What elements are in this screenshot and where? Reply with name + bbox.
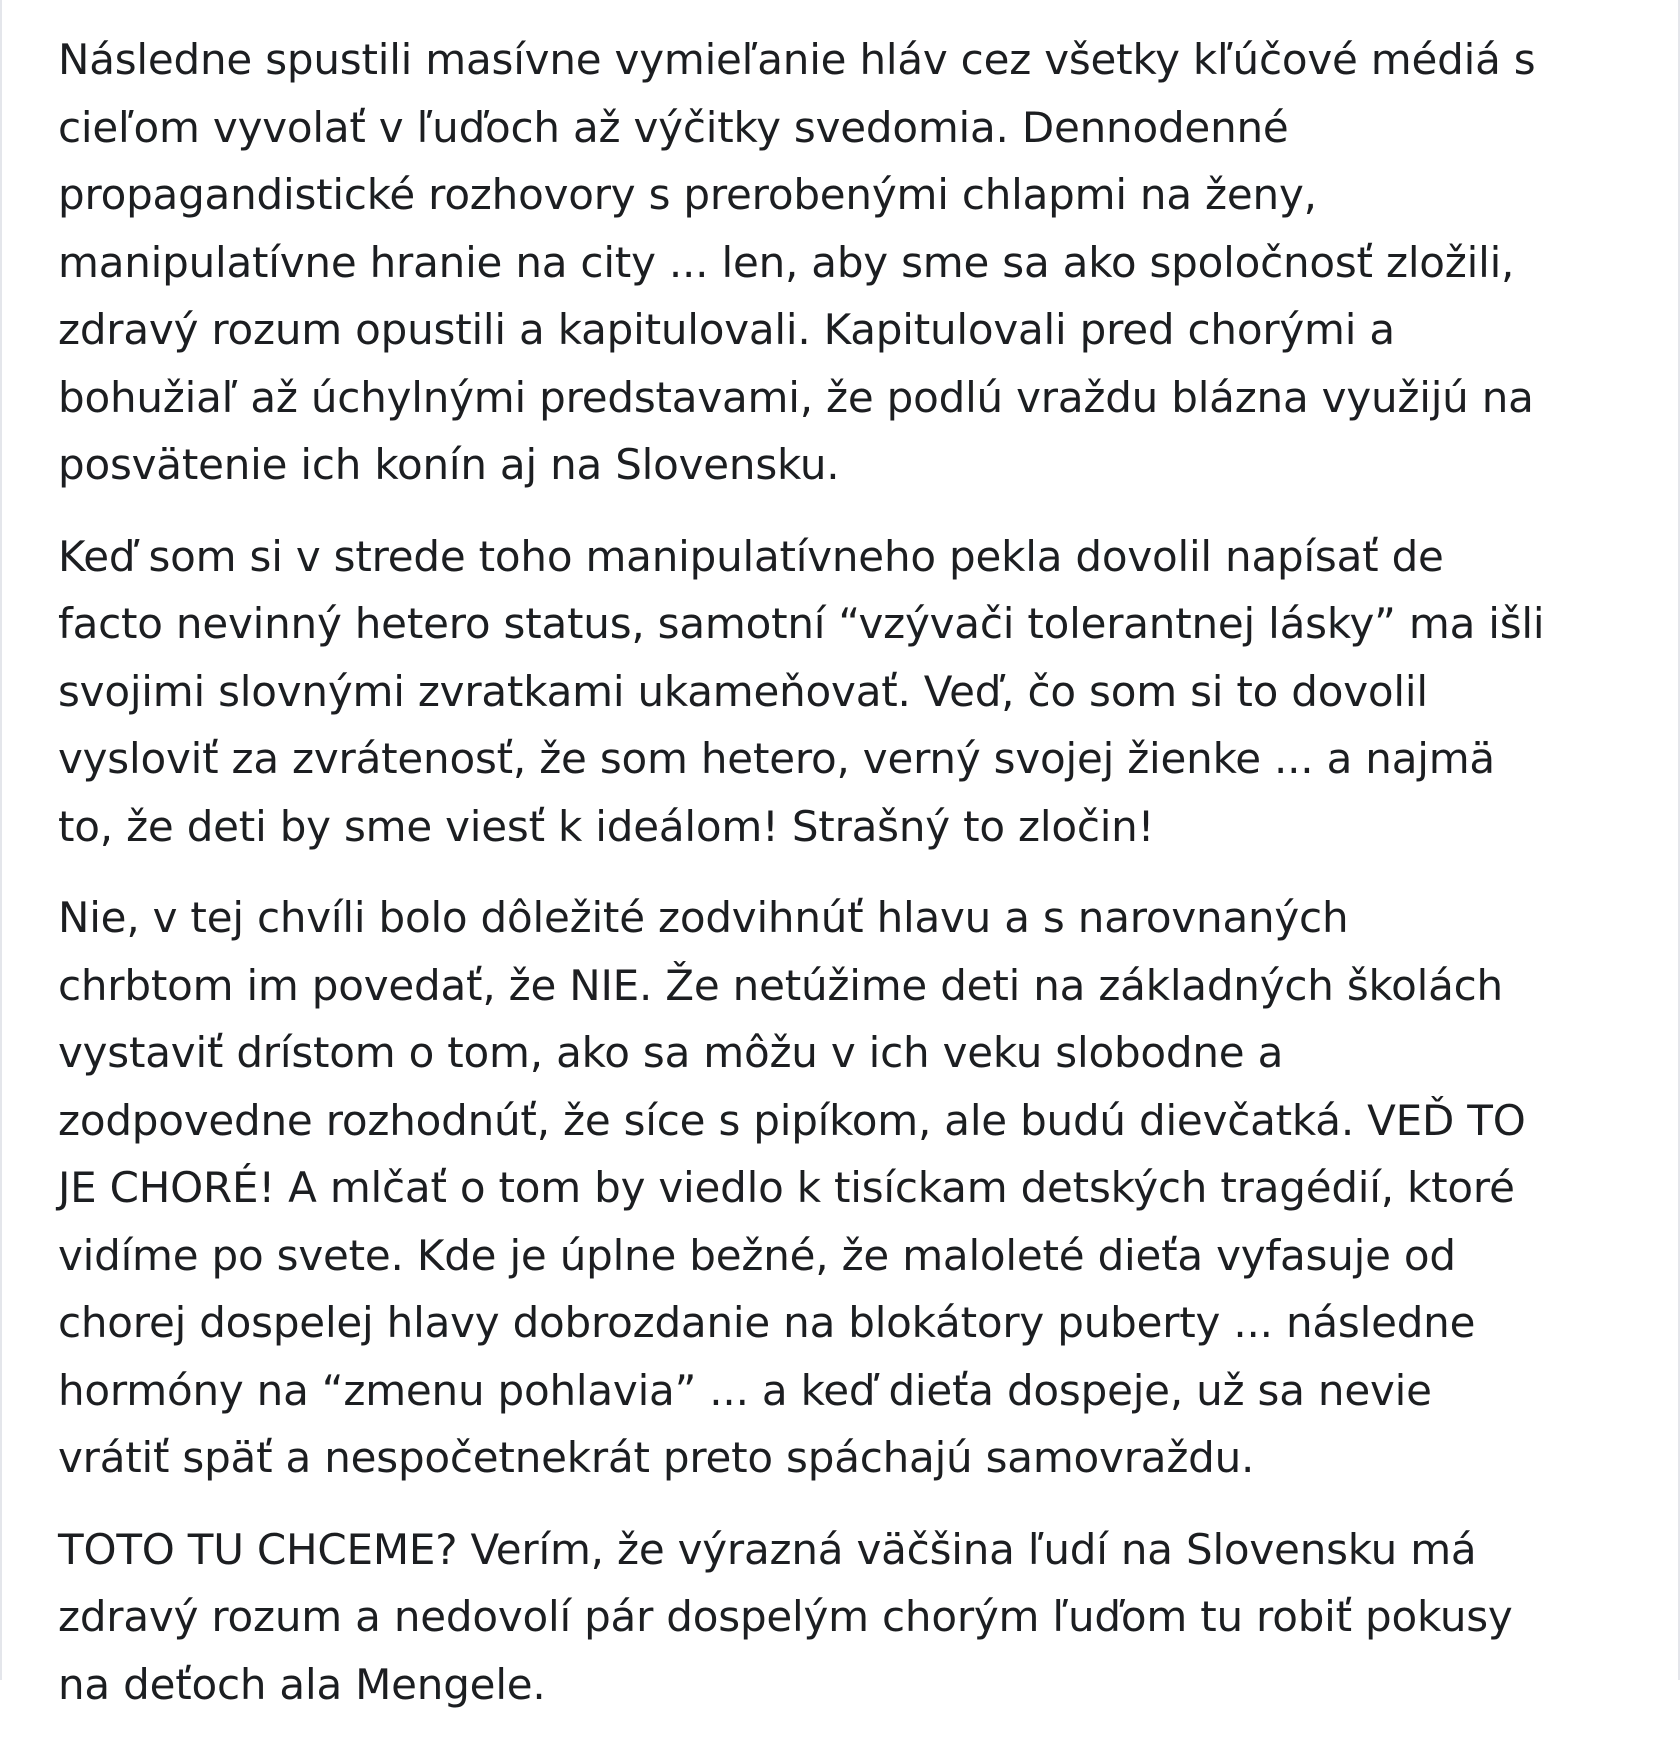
text-line: svojimi slovnými zvratkami ukameňovať. Veď, čo som si to dovolil — [58, 666, 1428, 716]
post-paragraph-3 — [58, 884, 1638, 1492]
text-line: vystaviť drístom o tom, ako sa môžu v ich veku slobodne a — [58, 1028, 1284, 1077]
text-line: chorej dospelej hlavy dobrozdanie na blokátory puberty ... následne — [58, 1298, 1476, 1347]
post-paragraph-4 — [58, 1516, 1638, 1719]
post-paragraph-2 — [58, 523, 1638, 861]
text-line: manipulatívne hranie na city ... len, aby sme sa ako spoločnosť zložili, — [58, 237, 1515, 287]
text-line: propagandistické rozhovory s prerobenými chlapmi na ženy, — [58, 170, 1317, 219]
text-line: vidíme po svete. Kde je úplne bežné, že maloleté dieťa vyfasuje od — [58, 1230, 1456, 1280]
text-line: Keď som si v strede toho manipulatívneho pekla dovolil napísať de — [58, 531, 1444, 581]
text-line: na deťoch ala Mengele. — [58, 1659, 546, 1709]
text-line: to, že deti by sme viesť k ideálom! Strašný to zločin! — [58, 801, 1155, 851]
text-line: facto nevinný hetero status, samotní “vzývači tolerantnej lásky” ma išli — [58, 599, 1545, 648]
post-paragraph-1 — [58, 26, 1638, 499]
text-line: TOTO TU CHCEME? Verím, že výrazná väčšina ľudí na Slovensku má — [58, 1524, 1477, 1574]
text-line: zodpovedne rozhodnúť, že síce s pipíkom, ale budú dievčatká. VEĎ TO — [58, 1095, 1526, 1145]
text-line: JE CHORÉ! A mlčať o tom by viedlo k tisíckam detských tragédií, ktoré — [58, 1163, 1515, 1212]
text-line: posvätenie ich konín aj na Slovensku. — [58, 440, 840, 489]
post-text-body — [58, 26, 1638, 1742]
text-line: bohužiaľ až úchylnými predstavami, že podlú vraždu blázna využijú na — [58, 372, 1534, 422]
text-line: vrátiť späť a nespočetnekrát preto spáchajú samovraždu. — [58, 1433, 1255, 1482]
text-line: Následne spustili masívne vymieľanie hláv cez všetky kľúčové médiá s — [58, 35, 1536, 84]
text-line: chrbtom im povedať, že NIE. Že netúžime deti na základných školách — [58, 960, 1503, 1010]
text-line: Nie, v tej chvíli bolo dôležité zodvihnúť hlavu a s narovnaných — [58, 893, 1349, 942]
text-line: cieľom vyvolať v ľuďoch až výčitky svedomia. Dennodenné — [58, 102, 1289, 152]
text-line: hormóny na “zmenu pohlavia” ... a keď dieťa dospeje, už sa nevie — [58, 1365, 1432, 1415]
text-line: zdravý rozum a nedovolí pár dospelým chorým ľuďom tu robiť pokusy — [58, 1592, 1513, 1641]
text-line: vysloviť za zvrátenosť, že som hetero, verný svojej žienke ... a najmä — [58, 734, 1495, 783]
text-line: zdravý rozum opustili a kapitulovali. Kapitulovali pred chorými a — [58, 305, 1395, 354]
